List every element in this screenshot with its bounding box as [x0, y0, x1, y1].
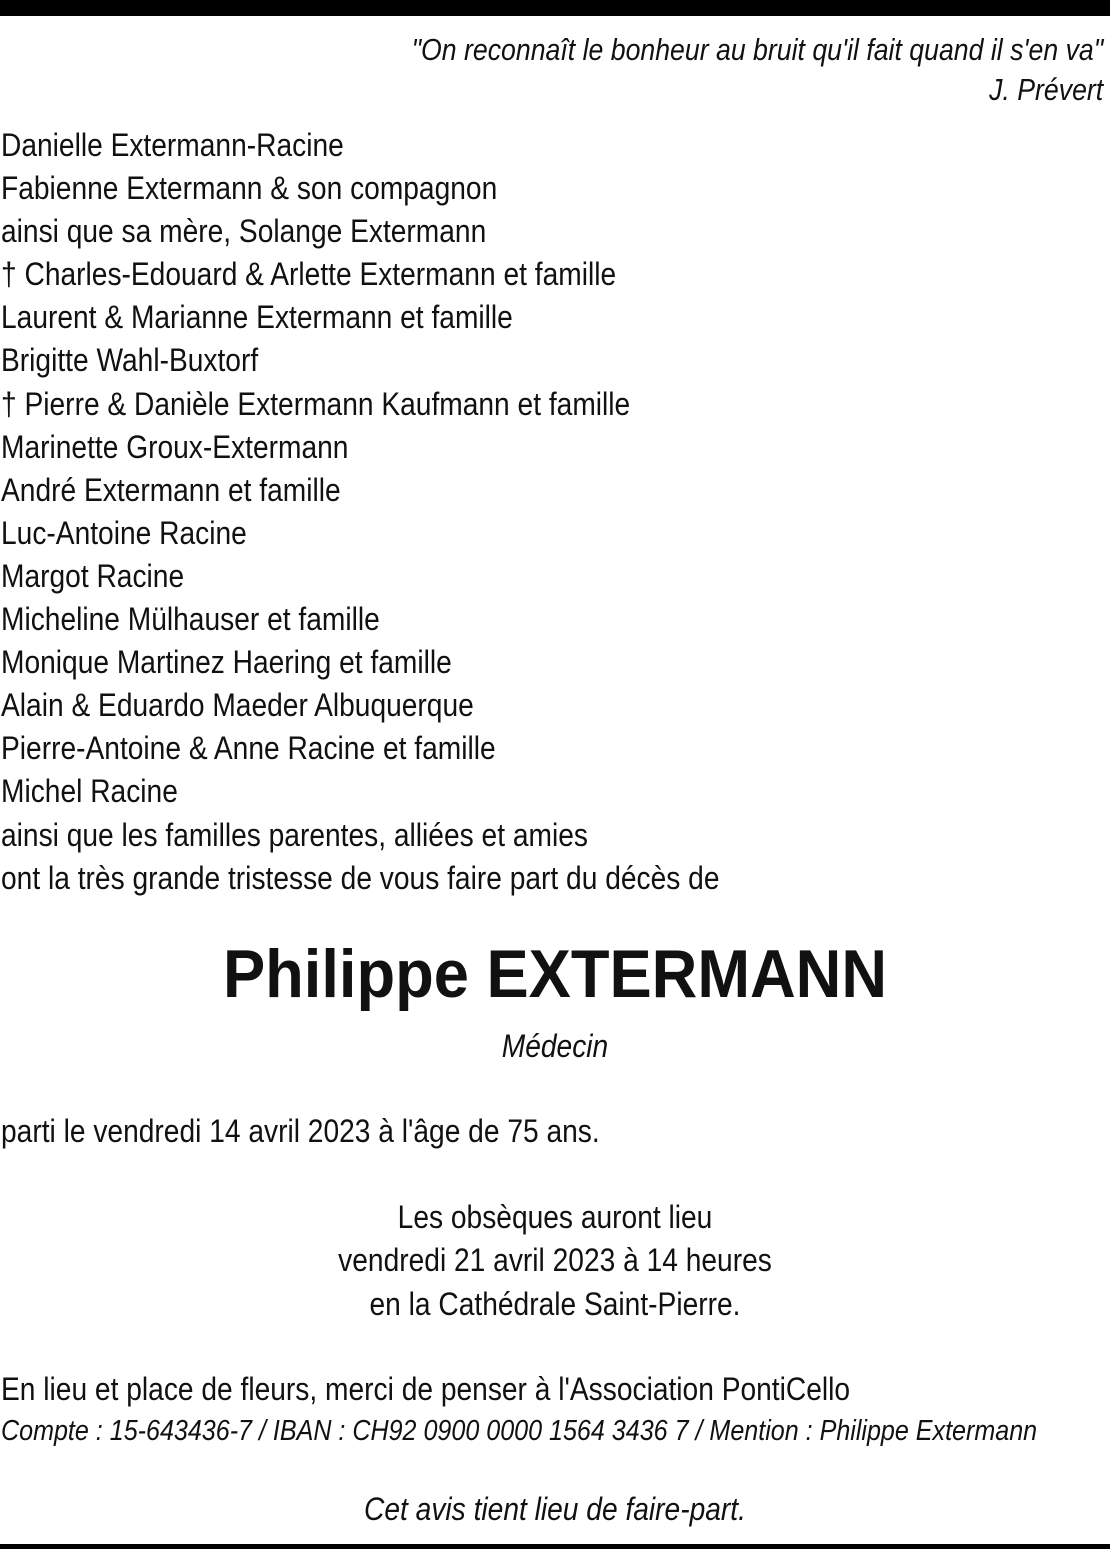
family-line: ainsi que sa mère, Solange Extermann — [1, 213, 487, 250]
bottom-border-rule — [0, 1544, 1110, 1549]
funeral-location: en la Cathédrale Saint-Pierre. — [369, 1285, 741, 1322]
family-line: † Charles-Edouard & Arlette Extermann et famille — [1, 256, 617, 293]
family-line: Monique Martinez Haering et famille — [1, 644, 452, 681]
deceased-profession: Médecin — [501, 1028, 609, 1064]
top-border-rule — [0, 0, 1110, 16]
epigraph-author: J. Prévert — [988, 72, 1103, 107]
family-line: Danielle Extermann-Racine — [1, 127, 344, 163]
funeral-line: Les obsèques auront lieu — [397, 1199, 713, 1235]
family-line: Pierre-Antoine & Anne Racine et famille — [1, 730, 496, 767]
family-line: Michel Racine — [1, 773, 178, 810]
family-list — [1, 124, 719, 900]
family-line: Marinette Groux-Extermann — [1, 428, 349, 465]
family-line: Margot Racine — [1, 557, 185, 594]
epigraph — [411, 30, 1103, 110]
notice-statement: Cet avis tient lieu de faire-part. — [364, 1491, 746, 1527]
family-line: Alain & Eduardo Maeder Albuquerque — [1, 687, 474, 724]
departure-statement: parti le vendredi 14 avril 2023 à l'âge de 75 ans. — [1, 1113, 600, 1149]
deceased-name: Philippe EXTERMANN — [222, 936, 888, 1012]
family-line: André Extermann et famille — [1, 471, 341, 508]
epigraph-quote: "On reconnaît le bonheur au bruit qu'il fait quand il s'en va" — [411, 32, 1103, 67]
funeral-details — [67, 1196, 1044, 1326]
family-line: Brigitte Wahl-Buxtorf — [1, 342, 259, 379]
family-line: ainsi que les familles parentes, alliées et amies — [1, 816, 588, 853]
family-line: ont la très grande tristesse de vous faire part du décès de — [1, 859, 720, 896]
donation-account: Compte : 15-643436-7 / IBAN : CH92 0900 0000 1564 3436 7 / Mention : Philippe Extermann — [1, 1415, 1038, 1447]
donation-request: En lieu et place de fleurs, merci de penser à l'Association PontiCello — [1, 1371, 851, 1407]
family-line: Laurent & Marianne Extermann et famille — [1, 299, 513, 336]
family-line: Luc-Antoine Racine — [1, 514, 247, 551]
funeral-date: vendredi 21 avril 2023 à 14 heures — [338, 1242, 772, 1279]
family-line: † Pierre & Danièle Extermann Kaufmann et famille — [1, 385, 631, 422]
family-line: Micheline Mülhauser et famille — [1, 601, 380, 638]
family-line: Fabienne Extermann & son compagnon — [1, 170, 498, 207]
